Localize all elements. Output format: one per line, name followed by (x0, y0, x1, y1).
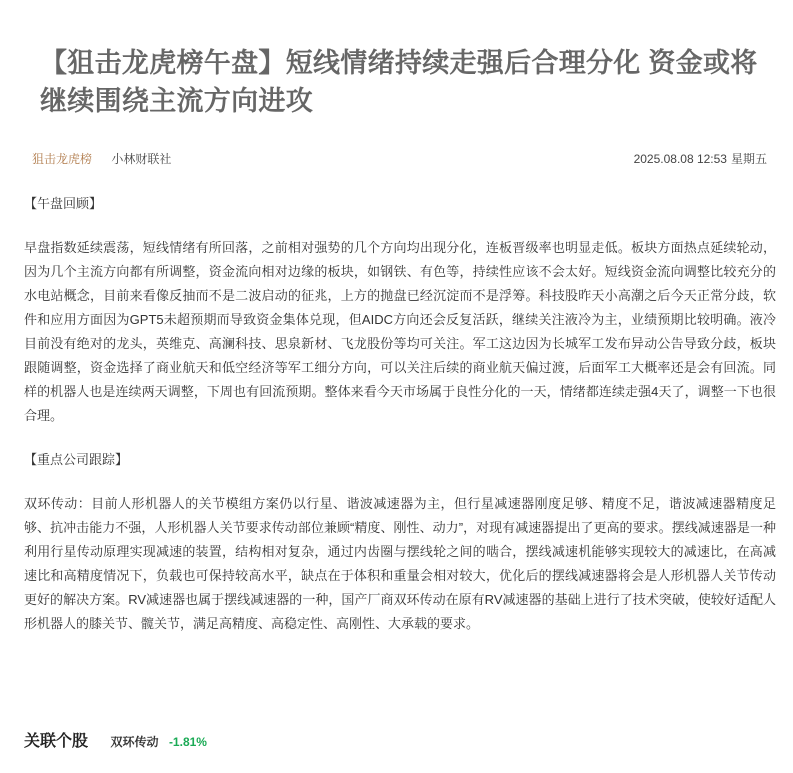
article-content (24, 192, 776, 636)
stock-link[interactable]: 双环传动 (110, 735, 159, 749)
publish-datetime (634, 150, 767, 168)
section-body-company-tracking: 双环传动：目前人形机器人的关节模组方案仍以行星、谐波减速器为主，但行星减速器刚度足够、精度不足，谐波减速器精度足够、抗冲击能力不强，人形机器人关节要求传动部位兼顾“精度、刚性、动力”，对现有减速器提出了更高的要求。摆线减速器是一种利用行星传动原理实现减速的装置，结构相对复杂，通过内齿圈与摆线轮之间的啮合，摆线减速机能够实现较大的减速比，在高减速比和高精度情况下，负载也可保持较高水平，缺点在于体积和重量会相对较大，优化后的摆线减速器将会是人形机器人关节传动更好的解决方案。RV减速器也属于摆线减速器的一种，国产厂商双环传动在原有RV减速器的基础上进行了技术突破，使较好适配人形机器人的膝关节、髋关节，满足高精度、高稳定性、高刚性、大承载的要求。 (24, 496, 776, 631)
related-stocks-title: 关联个股 (24, 733, 89, 750)
publish-date: 2025.08.08 12:53 (633, 152, 727, 166)
section-body-midday-review: 早盘指数延续震荡，短线情绪有所回落，之前相对强势的几个方向均出现分化，连板晋级率也明显走低。板块方面热点延续轮动，因为几个主流方向都有所调整，资金流向相对边缘的板块，如钢铁、有色等，持续性应该不会太好。短线资金流向调整比较充分的水电站概念，目前来看像反抽而不是二波启动的征兆，上方的抛盘已经沉淀而不是浮筹。科技股昨天小高潮之后今天正常分歧，软件和应用方面因为GPT5未超预期而导致资金集体兑现，但AIDC方向还会反复活跃，继续关注液冷为主，业绩预期比较明确。液冷目前没有绝对的龙头，英维克、高澜科技、思泉新材、飞龙股份等均可关注。军工这边因为长城军工发布异动公告导致分歧，板块跟随调整，资金选择了商业航天和低空经济等军工细分方向，可以关注后续的商业航天偏过渡，后面军工大概率还是会有回流。同样的机器人也是连续两天调整，下周也有回流预期。整体来看今天市场属于良性分化的一天，情绪都连续走强4天了，调整一下也很合理。 (24, 240, 776, 423)
article-title: 【狙击龙虎榜午盘】短线情绪持续走强后合理分化 资金或将继续围绕主流方向进攻 (40, 48, 758, 116)
column-tag-link[interactable]: 狙击龙虎榜 (32, 152, 93, 166)
article-source: 小林财联社 (111, 152, 172, 166)
stock-change: -1.81% (168, 735, 207, 749)
publish-weekday: 星期五 (730, 152, 767, 166)
related-stocks (24, 730, 207, 754)
section-heading-midday-review: 【午盘回顾】 (24, 196, 103, 211)
article-meta (32, 150, 767, 168)
section-heading-company-tracking: 【重点公司跟踪】 (24, 452, 129, 467)
